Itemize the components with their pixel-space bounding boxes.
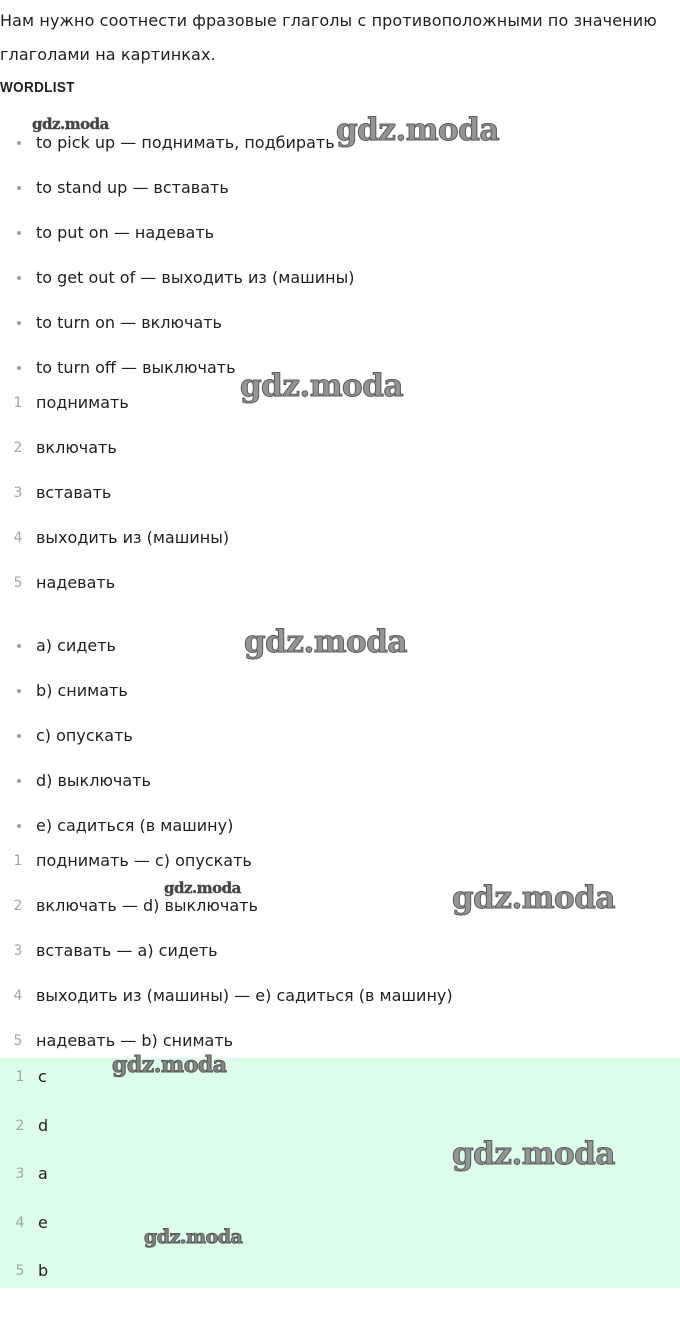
item-number: 4 [13, 530, 23, 546]
item-number: 1 [13, 853, 23, 869]
list-item: to turn on — включать [0, 308, 680, 353]
item-text: включать — d) выключать [36, 896, 258, 915]
list-item [0, 1107, 680, 1156]
list-item: a) сидеть [0, 631, 680, 676]
item-text: включать [36, 438, 117, 457]
list-item: c) опускать [0, 721, 680, 766]
item-number: 3 [15, 1166, 25, 1182]
watermark: gdz.moda [240, 368, 403, 404]
item-text: a [38, 1164, 48, 1183]
list-item [0, 1155, 680, 1204]
list-item [0, 478, 680, 523]
item-text: надевать [36, 573, 116, 592]
wordlist [0, 128, 680, 398]
item-number: 4 [13, 988, 23, 1004]
watermark: gdz.moda [336, 112, 499, 148]
item-text: вставать [36, 483, 112, 502]
answer-block [0, 1058, 680, 1288]
list-item [0, 891, 680, 936]
list-item [0, 1204, 680, 1253]
list-item: to pick up — поднимать, подбирать [0, 128, 680, 173]
item-number: 5 [13, 575, 23, 591]
list-item: to get out of — выходить из (машины) [0, 263, 680, 308]
item-text: b [38, 1261, 49, 1280]
list-item [0, 523, 680, 568]
item-text: поднимать — c) опускать [36, 851, 252, 870]
item-text: выходить из (машины) — e) садиться (в машину) [36, 986, 453, 1005]
item-text: d [38, 1115, 49, 1135]
item-number: 4 [15, 1214, 25, 1231]
item-text: e [38, 1212, 48, 1232]
task-instruction: Нам нужно соотнести фразовые глаголы с противоположными по значению глаголами на картинках. [0, 11, 657, 64]
item-number: 1 [13, 395, 23, 411]
list-item [0, 433, 680, 478]
item-number: 3 [13, 485, 23, 501]
list-item: b) снимать [0, 676, 680, 721]
watermark: gdz.moda [452, 880, 615, 916]
list-item: to stand up — вставать [0, 173, 680, 218]
item-number: 5 [13, 1033, 23, 1049]
list-item [0, 388, 680, 433]
list-item: d) выключать [0, 766, 680, 811]
list-item: e) садиться (в машину) [0, 811, 680, 856]
item-number: 2 [15, 1117, 25, 1134]
list-item [0, 936, 680, 981]
wordlist-heading: WORDLIST [0, 79, 75, 96]
item-number: 3 [13, 943, 23, 959]
item-text: надевать — b) снимать [36, 1031, 234, 1050]
item-text: вставать — a) сидеть [36, 941, 218, 960]
item-number: 2 [13, 440, 23, 456]
list-item [0, 1252, 680, 1301]
item-text: c [38, 1067, 47, 1086]
list-item: to put on — надевать [0, 218, 680, 263]
watermark: gdz.moda [164, 879, 241, 897]
watermark: gdz.moda [452, 1136, 615, 1172]
list-item [0, 568, 680, 613]
list-item [0, 846, 680, 891]
item-number: 5 [15, 1263, 25, 1279]
watermark: gdz.moda [32, 115, 109, 133]
item-number: 2 [13, 898, 23, 914]
watermark: gdz.moda [244, 624, 407, 660]
answers-list [0, 1058, 680, 1301]
list-item: to turn off — выключать [0, 353, 680, 398]
watermark: gdz.moda [144, 1226, 243, 1248]
matches-list [0, 846, 680, 1071]
list-item [0, 1058, 680, 1107]
verbs-list [0, 388, 680, 613]
item-text: поднимать [36, 393, 129, 412]
list-item [0, 981, 680, 1026]
watermark: gdz.moda [112, 1052, 227, 1078]
item-text: выходить из (машины) [36, 528, 230, 547]
pictures-list [0, 631, 680, 856]
item-number: 1 [15, 1069, 25, 1085]
